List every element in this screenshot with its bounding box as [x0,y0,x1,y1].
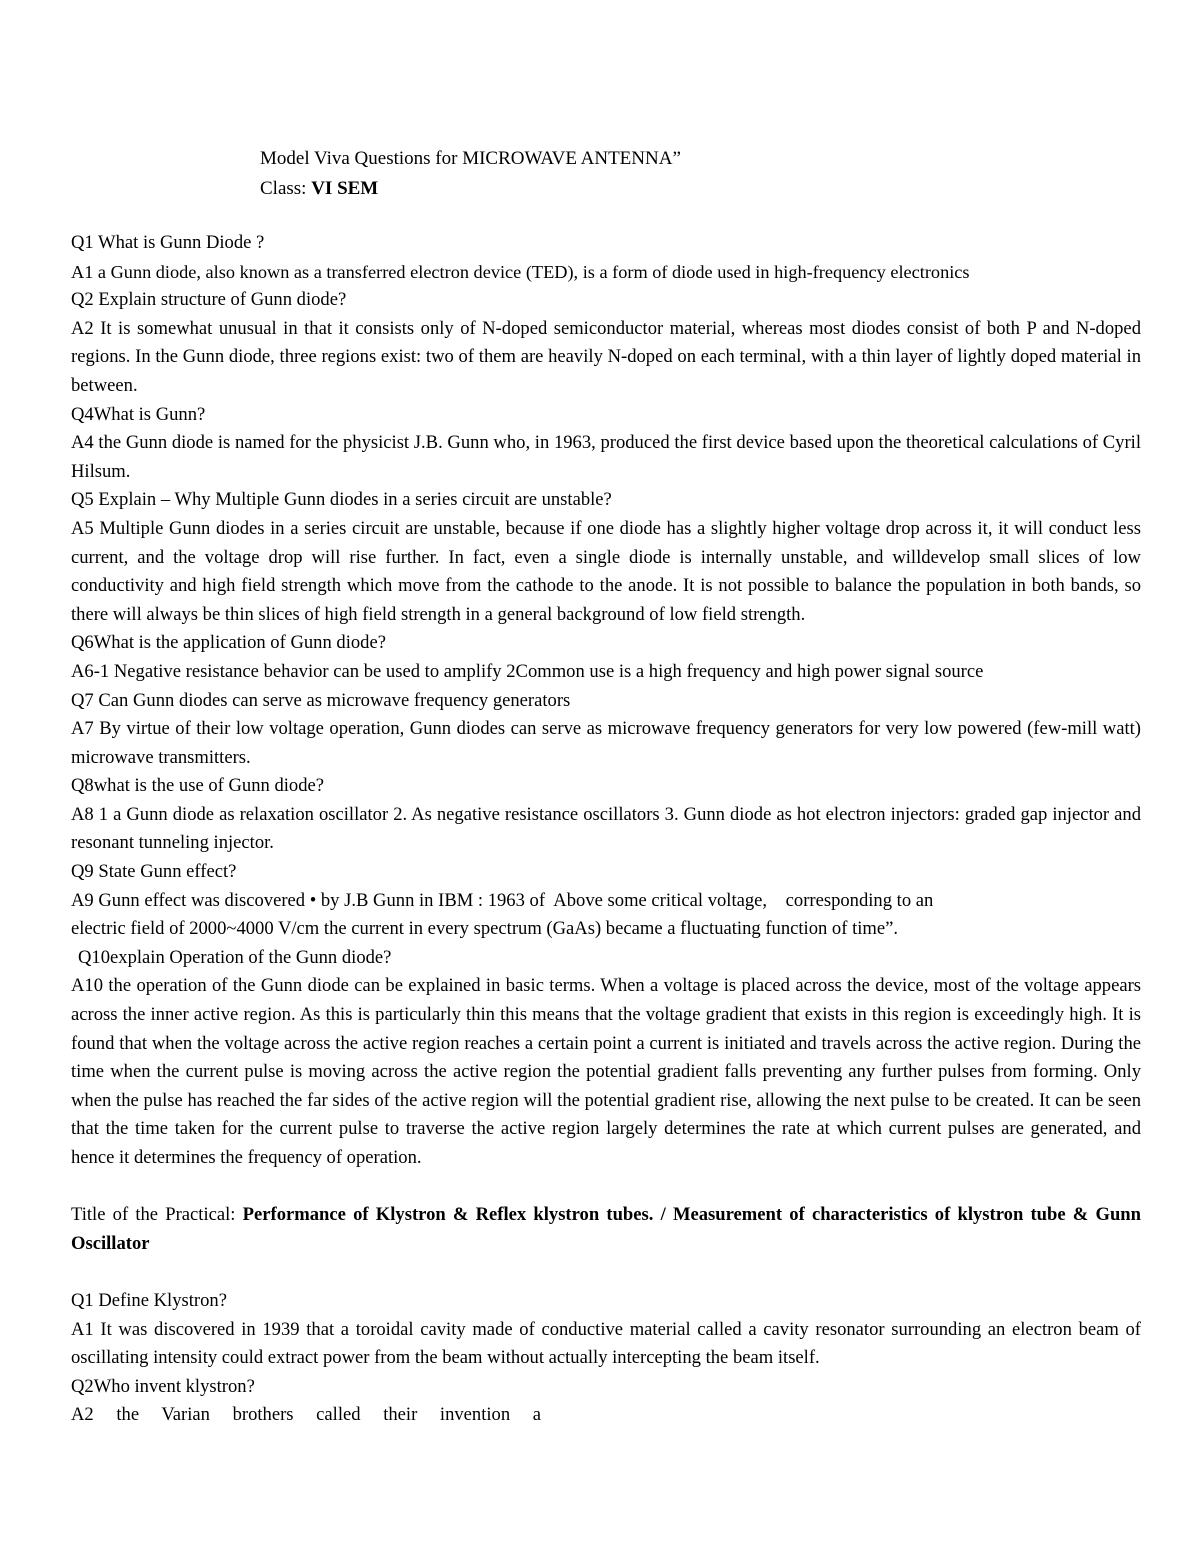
document-title: Model Viva Questions for MICROWAVE ANTENNA” [260,148,681,169]
practical-title-text: Performance of Klystron & Reflex klystron tubes. / Measurement of characteristics of klystron tube & Gunn Oscillator [71,1204,1141,1254]
answer-a1: A1 a Gunn diode, also known as a transferred electron device (TED), is a form of diode used in high-frequency electronics [71,261,970,282]
question-q1: Q1 What is Gunn Diode ? [71,232,265,253]
answer-a10: A10 the operation of the Gunn diode can be explained in basic terms. When a voltage is placed across the device, most of the voltage appears across the inner active region. As this is particularly thin this means that the voltage gradient that exists in this region is exceedingly high. It is found that when the voltage across the active region reaches a certain point a current is initiated and travels across the active region. During the time when the current pulse is moving across the active region the potential gradient falls preventing any further pulses from forming. Only when the pulse has reached the far sides of the active region will the potential gradient rise, allowing the next pulse to be created. It can be seen that the time taken for the current pulse to traverse the active region largely determines the rate at which current pulses are generated, and hence it determines the frequency of operation. [71,975,1141,1168]
answer-a7: A7 By virtue of their low voltage operation, Gunn diodes can serve as microwave frequency generators for very low powered (few-mill watt) microwave transmitters. [71,718,1141,768]
answer-a5: A5 Multiple Gunn diodes in a series circuit are unstable, because if one diode has a slightly higher voltage drop across it, it will conduct less current, and the voltage drop will rise further. In fact, even a single diode is internally unstable, and willdevelop small slices of low conductivity and high field strength which move from the cathode to the anode. It is not possible to balance the population in both bands, so there will always be thin slices of high field strength in a general background of low field strength. [71,517,1141,625]
practical-title-label: Title of the Practical: [71,1204,243,1226]
question-q5: Q5 Explain – Why Multiple Gunn diodes in a series circuit are unstable? [71,489,612,511]
section-gap [71,1258,1141,1287]
answer-a4: A4 the Gunn diode is named for the physicist J.B. Gunn who, in 1963, produced the first device based upon the theoretical calculations of Cyril Hilsum. [71,432,1141,482]
class-line [260,174,681,204]
answer-a9-line2: electric field of 2000~4000 V/cm the current in every spectrum (GaAs) became a fluctuating function of time”. [71,918,899,940]
question-q7: Q7 Can Gunn diodes can serve as microwave frequency generators [71,689,571,711]
question-q4: Q4What is Gunn? [71,403,206,425]
question-q10: Q10explain Operation of the Gunn diode? [78,946,392,968]
document-body [71,229,1141,1430]
question-q6: Q6What is the application of Gunn diode? [71,632,386,654]
klystron-question-q2: Q2Who invent klystron? [71,1375,255,1397]
klystron-answer-a1: A1 It was discovered in 1939 that a toroidal cavity made of conductive material called a cavity resonator surrounding an electron beam of oscillating intensity could extract power from the beam without actually intercepting the beam itself. [71,1318,1141,1369]
section-gap [71,1173,1141,1202]
klystron-answer-a2: A2 the Varian brothers called their invention a [71,1404,542,1426]
document-header [260,144,681,204]
class-label: Class: [260,178,312,199]
question-q9: Q9 State Gunn effect? [71,861,237,883]
question-q2: Q2 Explain structure of Gunn diode? [71,289,347,311]
practical-title [71,1201,1141,1258]
answer-a2: A2 It is somewhat unusual in that it consists only of N-doped semiconductor material, whereas most diodes consist of both P and N-doped regions. In the Gunn diode, three regions exist: two of them are heavily N-doped on each terminal, with a thin layer of lightly doped material in between. [71,317,1141,396]
answer-a8: A8 1 a Gunn diode as relaxation oscillator 2. As negative resistance oscillators 3. Gunn diode as hot electron injectors: graded gap injector and resonant tunneling injector. [71,803,1141,854]
answer-a9-line1: A9 Gunn effect was discovered • by J.B Gunn in IBM : 1963 of Above some critical voltage, corresponding to an [71,889,934,911]
question-q8: Q8what is the use of Gunn diode? [71,775,325,797]
class-value: VI SEM [311,178,379,199]
klystron-question-q1: Q1 Define Klystron? [71,1289,227,1311]
answer-a6: A6-1 Negative resistance behavior can be used to amplify 2Common use is a high frequency and high power signal source [71,660,984,682]
